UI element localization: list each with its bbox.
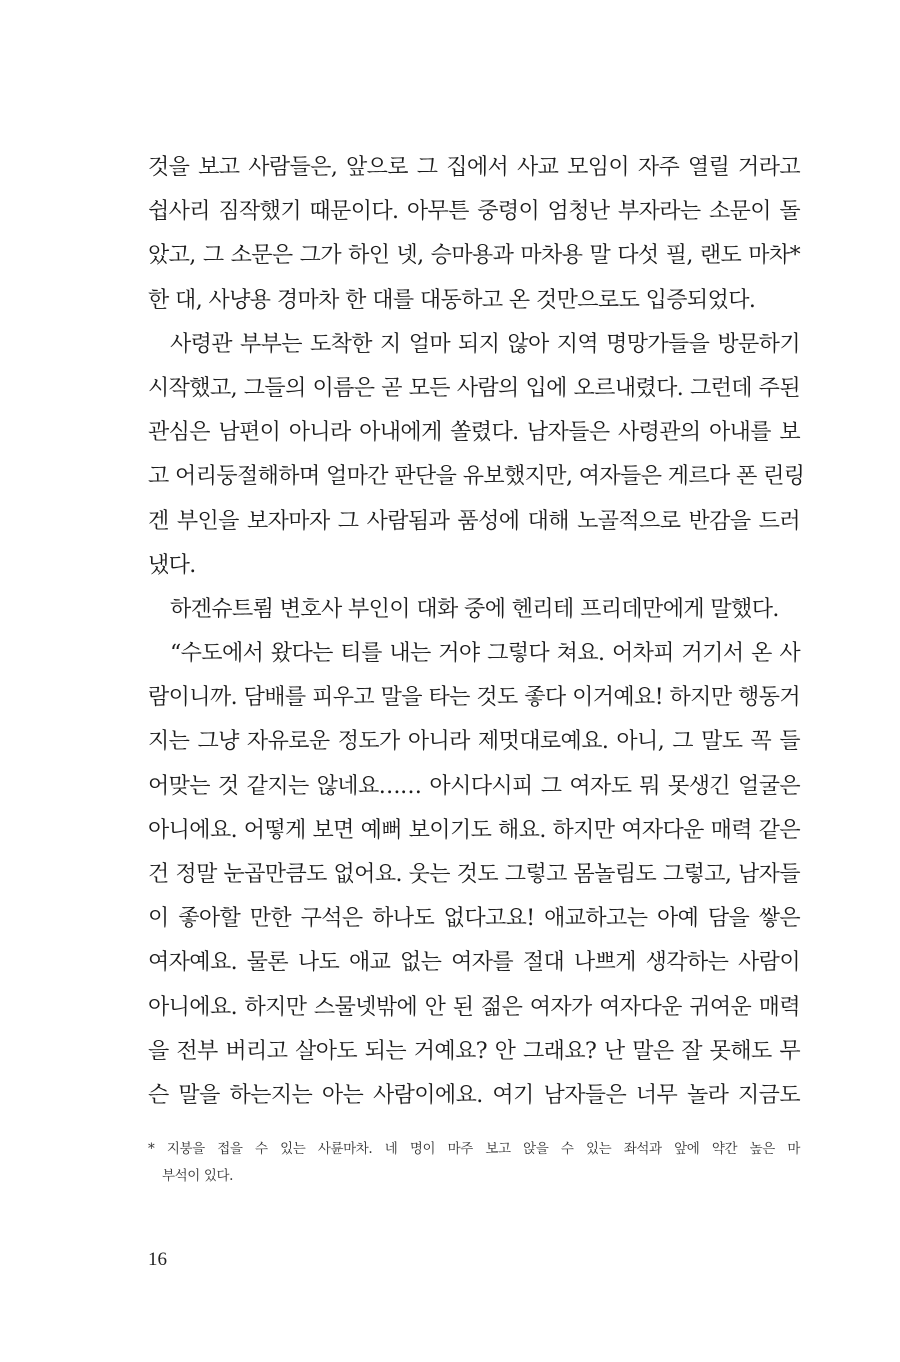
footnote <box>148 1136 800 1190</box>
footnote-line: 부석이 있다. <box>162 1168 233 1184</box>
text-line: 았고, 그 소문은 그가 하인 넷, 승마용과 마차용 말 다섯 필, 랜도 마차* <box>148 243 800 269</box>
text-line: 한 대, 사냥용 경마차 한 대를 대동하고 온 것만으로도 입증되었다. <box>148 287 756 313</box>
text-line: 아니에요. 어떻게 보면 예뻐 보이기도 해요. 하지만 여자다운 매력 같은 <box>148 817 800 843</box>
text-line: 지는 그냥 자유로운 정도가 아니라 제멋대로예요. 아니, 그 말도 꼭 들 <box>148 729 800 755</box>
text-line: 건 정말 눈곱만큼도 없어요. 웃는 것도 그렇고 몸놀림도 그렇고, 남자들 <box>148 862 800 887</box>
text-line: “수도에서 왔다는 티를 내는 거야 그렇다 쳐요. 어차피 거기서 온 사 <box>170 641 800 667</box>
text-line: 을 전부 버리고 살아도 되는 거예요? 안 그래요? 난 말은 잘 못해도 무 <box>148 1038 800 1064</box>
text-line: 사령관 부부는 도착한 지 얼마 되지 않아 지역 명망가들을 방문하기 <box>170 331 800 357</box>
text-line: 쉽사리 짐작했기 때문이다. 아무튼 중령이 엄청난 부자라는 소문이 돌 <box>148 199 800 225</box>
text-line: 아니에요. 하지만 스물넷밖에 안 된 젊은 여자가 여자다운 귀여운 매력 <box>148 994 800 1020</box>
text-line: 겐 부인을 보자마자 그 사람됨과 품성에 대해 노골적으로 반감을 드러 <box>148 508 800 534</box>
text-line: 하겐슈트룀 변호사 부인이 대화 중에 헨리테 프리데만에게 말했다. <box>170 596 779 622</box>
body-text <box>148 146 805 1118</box>
footnote-line: * 지붕을 접을 수 있는 사륜마차. 네 명이 마주 보고 앉을 수 있는 좌석과 앞에 약간 높은 마 <box>148 1141 800 1157</box>
text-line: 어맞는 것 같지는 않네요…… 아시다시피 그 여자도 뭐 못생긴 얼굴은 <box>148 773 800 799</box>
text-line: 람이니까. 담배를 피우고 말을 타는 것도 좋다 이거예요! 하지만 행동거 <box>148 685 800 711</box>
text-line: 이 좋아할 만한 구석은 하나도 없다고요! 애교하고는 아예 담을 쌓은 <box>148 906 800 932</box>
page-number: 16 <box>148 1249 167 1270</box>
text-line: 관심은 남편이 아니라 아내에게 쏠렸다. 남자들은 사령관의 아내를 보 <box>148 420 800 446</box>
text-line: 슨 말을 하는지는 아는 사람이에요. 여기 남자들은 너무 놀라 지금도 <box>148 1082 800 1108</box>
text-line: 것을 보고 사람들은, 앞으로 그 집에서 사교 모임이 자주 열릴 거라고 <box>148 155 800 180</box>
text-line: 고 어리둥절해하며 얼마간 판단을 유보했지만, 여자들은 게르다 폰 린링 <box>148 464 805 490</box>
text-line: 냈다. <box>148 552 196 578</box>
text-line: 시작했고, 그들의 이름은 곧 모든 사람의 입에 오르내렸다. 그런데 주된 <box>148 375 800 401</box>
text-line: 여자예요. 물론 나도 애교 없는 여자를 절대 나쁘게 생각하는 사람이 <box>148 950 800 976</box>
